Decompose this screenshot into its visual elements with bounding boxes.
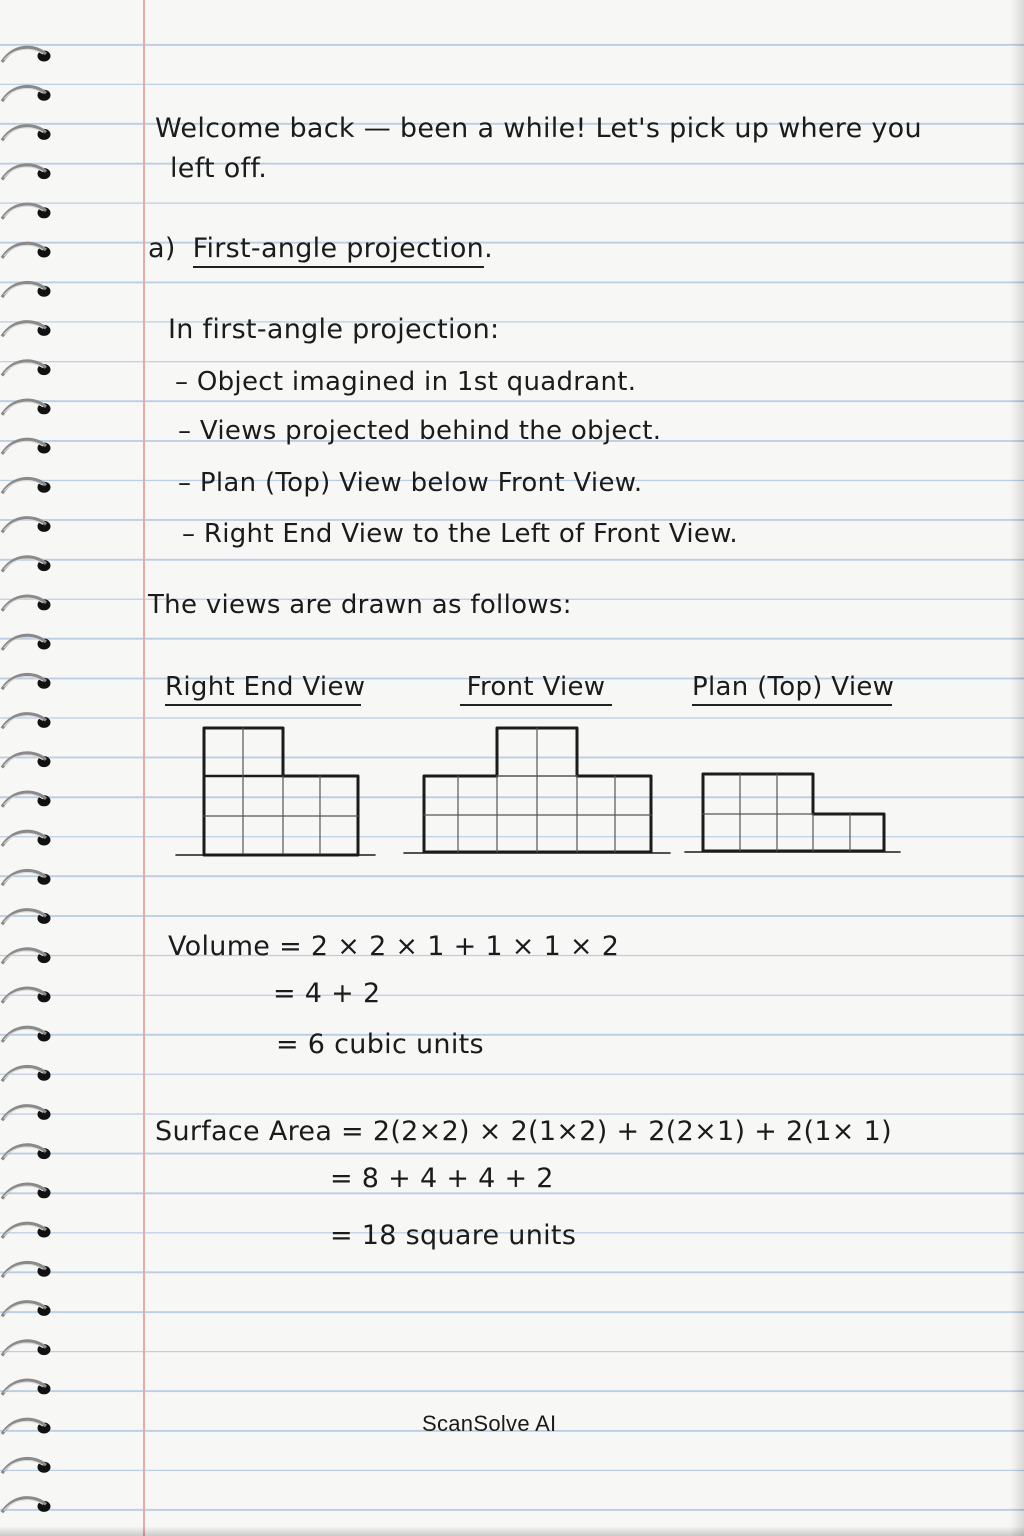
section-title-suffix: . [484, 233, 493, 264]
front-view-title: Front View [460, 672, 612, 706]
right-end-view-drawing [176, 728, 375, 855]
intro-line-1: Welcome back — been a while! Let's pick up where you [155, 113, 922, 144]
volume-line-3: = 6 cubic units [276, 1029, 484, 1060]
footer-brand: ScanSolve AI [422, 1411, 557, 1436]
volume-line-1: Volume = 2 × 2 × 1 + 1 × 1 × 2 [168, 931, 620, 962]
section-title: First-angle projection [193, 233, 485, 268]
front-view-drawing [404, 728, 670, 853]
section-label: a) [148, 233, 176, 264]
rule-item: – Right End View to the Left of Front View. [182, 519, 738, 549]
plan-view-title: Plan (Top) View [692, 672, 892, 706]
surface-area-line-3: = 18 square units [330, 1220, 577, 1251]
rule-item: – Views projected behind the object. [178, 416, 662, 446]
surface-area-line-2: = 8 + 4 + 4 + 2 [330, 1163, 554, 1194]
views-intro: The views are drawn as follows: [148, 590, 572, 620]
rule-item: – Plan (Top) View below Front View. [178, 468, 643, 498]
surface-area-line-1: Surface Area = 2(2×2) × 2(1×2) + 2(2×1) + 2(1× 1) [155, 1116, 892, 1147]
plan-view-drawing [685, 774, 900, 852]
rule-item: – Object imagined in 1st quadrant. [175, 367, 637, 397]
rules-lead: In first-angle projection: [168, 314, 500, 345]
intro-line-2: left off. [170, 153, 268, 184]
right-end-view-title: Right End View [165, 672, 361, 706]
volume-line-2: = 4 + 2 [273, 978, 381, 1009]
